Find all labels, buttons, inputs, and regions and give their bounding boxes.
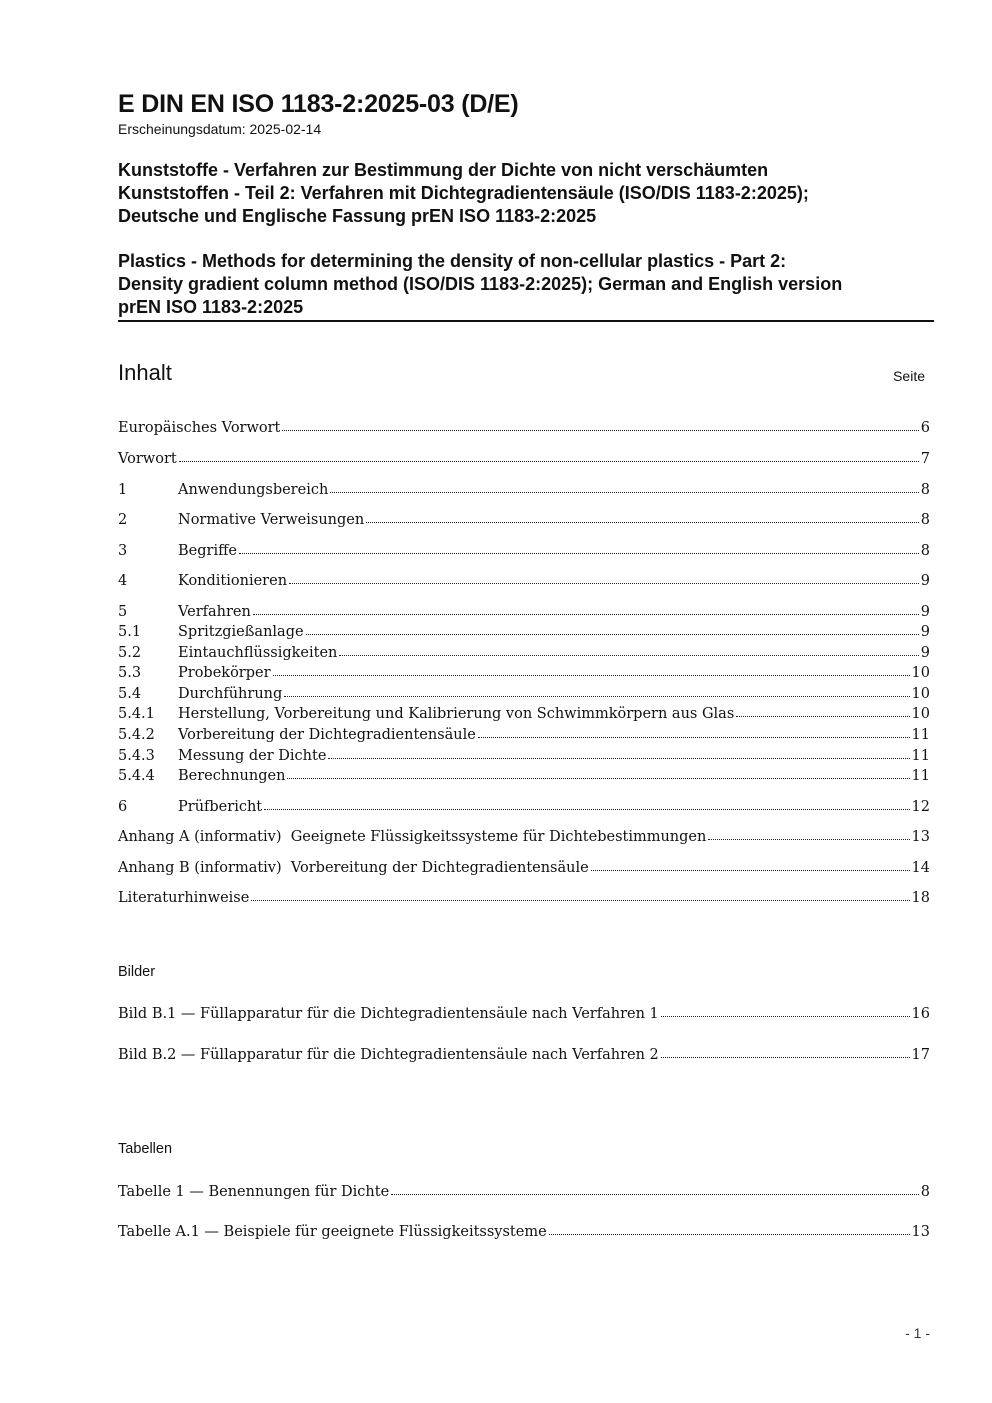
toc-entry-text: Berechnungen: [178, 768, 286, 784]
toc-entry-number: 5.1: [118, 624, 142, 640]
toc-entry-page: 6: [920, 420, 930, 436]
toc-page-column-label: Seite: [893, 368, 925, 384]
toc-entry-page: 9: [920, 604, 930, 620]
toc-entry[interactable]: [118, 447, 930, 467]
toc-entry[interactable]: [118, 416, 930, 436]
figure-entry[interactable]: [118, 1002, 930, 1022]
figure-entry-text: Bild B.1 — Füllapparatur für die Dichtegradientensäule nach Verfahren 1: [118, 1006, 659, 1022]
dot-leader: [661, 1057, 910, 1058]
dot-leader: [478, 737, 910, 738]
dot-leader: [330, 492, 918, 493]
toc-entry-page: 13: [911, 829, 930, 845]
table-entry-text: Tabelle A.1 — Beispiele für geeignete Flüssigkeitssysteme: [118, 1224, 547, 1240]
title-german-line: Kunststoffen - Teil 2: Verfahren mit Dichtegradientensäule (ISO/DIS 1183-2:2025);: [118, 183, 809, 203]
title-divider: [118, 320, 934, 322]
toc-entry-page: 10: [911, 686, 930, 702]
toc-entry-number: 5.4.2: [118, 727, 155, 743]
table-entry-page: 13: [911, 1224, 930, 1240]
toc-entry-text: Literaturhinweise: [118, 890, 250, 906]
toc-entry-text: Normative Verweisungen: [178, 512, 365, 528]
toc-entry[interactable]: [118, 764, 930, 784]
toc-entry-number: 6: [118, 799, 128, 815]
toc-entry[interactable]: [118, 600, 930, 620]
dot-leader: [339, 655, 918, 656]
toc-entry-page: 8: [920, 512, 930, 528]
toc-entry-text: Prüfbericht: [178, 799, 263, 815]
dot-leader: [284, 696, 909, 697]
toc-entry-page: 9: [920, 624, 930, 640]
toc-entry[interactable]: [118, 825, 930, 845]
dot-leader: [591, 870, 910, 871]
toc-entry[interactable]: [118, 508, 930, 528]
table-entry-text: Tabelle 1 — Benennungen für Dichte: [118, 1184, 390, 1200]
toc-entry-text: Messung der Dichte: [178, 748, 327, 764]
toc-entry-text: Herstellung, Vorbereitung und Kalibrierung von Schwimmkörpern aus Glas: [178, 706, 735, 722]
title-german-line: Kunststoffe - Verfahren zur Bestimmung der Dichte von nicht verschäumten: [118, 160, 769, 180]
toc-heading: Inhalt: [118, 360, 172, 385]
toc-entry-text: Vorbereitung der Dichtegradientensäule: [178, 727, 476, 743]
dot-leader: [264, 809, 909, 810]
toc-entry[interactable]: [118, 641, 930, 661]
toc-entry-page: 8: [920, 482, 930, 498]
toc-entry-page: 18: [911, 890, 930, 906]
dot-leader: [708, 839, 909, 840]
toc-entry[interactable]: [118, 620, 930, 640]
title-german: [118, 159, 933, 228]
title-english-line: Density gradient column method (ISO/DIS 1183-2:2025); German and English version: [118, 274, 843, 294]
figures-section-label: Bilder: [118, 964, 156, 980]
toc-entry[interactable]: [118, 723, 930, 743]
toc-entry-text: Europäisches Vorwort: [118, 420, 281, 436]
toc-entry[interactable]: [118, 478, 930, 498]
table-entry[interactable]: [118, 1180, 930, 1200]
toc-entry-text: Anwendungsbereich: [178, 482, 329, 498]
toc-entry-number: 5.4: [118, 686, 142, 702]
title-english-line: prEN ISO 1183-2:2025: [118, 297, 304, 317]
figure-entry-text: Bild B.2 — Füllapparatur für die Dichtegradientensäule nach Verfahren 2: [118, 1047, 659, 1063]
toc-entry-page: 7: [920, 451, 930, 467]
toc-entry-text: Spritzgießanlage: [178, 624, 304, 640]
toc-entry-number: 5: [118, 604, 128, 620]
dot-leader: [366, 522, 919, 523]
toc-entry-number: 5.2: [118, 645, 142, 661]
toc-entry-number: 3: [118, 543, 128, 559]
toc-entry-text: Eintauchflüssigkeiten: [178, 645, 338, 661]
toc-entry-text: Konditionieren: [178, 573, 288, 589]
toc-entry-text: Anhang A (informativ) Geeignete Flüssigkeitssysteme für Dichtebestimmungen: [118, 829, 707, 845]
document-id: E DIN EN ISO 1183-2:2025-03 (D/E): [118, 90, 519, 118]
dot-leader: [251, 900, 909, 901]
dot-leader: [661, 1016, 910, 1017]
toc-entry-page: 10: [911, 665, 930, 681]
toc-entry-number: 5.4.4: [118, 768, 155, 784]
toc-entry[interactable]: [118, 569, 930, 589]
toc-entry-text: Anhang B (informativ) Vorbereitung der Dichtegradientensäule: [118, 860, 589, 876]
title-english-line: Plastics - Methods for determining the density of non-cellular plastics - Part 2:: [118, 251, 787, 271]
dot-leader: [289, 583, 919, 584]
toc-entry-text: Verfahren: [178, 604, 251, 620]
toc-entry-number: 4: [118, 573, 128, 589]
page-number: - 1 -: [905, 1325, 930, 1341]
table-entry-page: 8: [920, 1184, 930, 1200]
toc-entry-text: Vorwort: [118, 451, 177, 467]
toc-entry-page: 14: [911, 860, 930, 876]
dot-leader: [273, 675, 910, 676]
publication-date: Erscheinungsdatum: 2025-02-14: [118, 121, 322, 137]
toc-entry-page: 11: [911, 748, 930, 764]
toc-entry-number: 2: [118, 512, 128, 528]
title-english: [118, 250, 933, 319]
toc-entry[interactable]: [118, 539, 930, 559]
toc-entry-page: 11: [911, 768, 930, 784]
toc-entry[interactable]: [118, 886, 930, 906]
toc-entry-page: 12: [911, 799, 930, 815]
dot-leader: [179, 461, 919, 462]
figure-entry[interactable]: [118, 1043, 930, 1063]
dot-leader: [282, 430, 918, 431]
toc-entry-number: 5.4.1: [118, 706, 155, 722]
dot-leader: [736, 716, 909, 717]
toc-entry-page: 8: [920, 543, 930, 559]
tables-section-label: Tabellen: [118, 1141, 173, 1157]
toc-entry-text: Durchführung: [178, 686, 283, 702]
toc-entry-number: 5.3: [118, 665, 142, 681]
dot-leader: [253, 614, 919, 615]
figure-entry-page: 17: [911, 1047, 930, 1063]
toc-entry-page: 9: [920, 573, 930, 589]
toc-entry-text: Probekörper: [178, 665, 271, 681]
toc-entry[interactable]: [118, 744, 930, 764]
table-entry[interactable]: [118, 1220, 930, 1240]
toc-entry-number: 5.4.3: [118, 748, 155, 764]
toc-entry-page: 9: [920, 645, 930, 661]
toc-entry-page: 11: [911, 727, 930, 743]
toc-entry-number: 1: [118, 482, 128, 498]
toc-entry-page: 10: [911, 706, 930, 722]
dot-leader: [391, 1194, 919, 1195]
toc-entry[interactable]: [118, 702, 930, 722]
dot-leader: [306, 634, 919, 635]
title-german-line: Deutsche und Englische Fassung prEN ISO 1183-2:2025: [118, 206, 597, 226]
dot-leader: [328, 758, 909, 759]
dot-leader: [287, 778, 909, 779]
toc-entry[interactable]: [118, 682, 930, 702]
dot-leader: [239, 553, 919, 554]
dot-leader: [549, 1234, 910, 1235]
toc-entry[interactable]: [118, 856, 930, 876]
toc-entry-text: Begriffe: [178, 543, 237, 559]
toc-entry[interactable]: [118, 795, 930, 815]
toc-entry[interactable]: [118, 661, 930, 681]
figure-entry-page: 16: [911, 1006, 930, 1022]
